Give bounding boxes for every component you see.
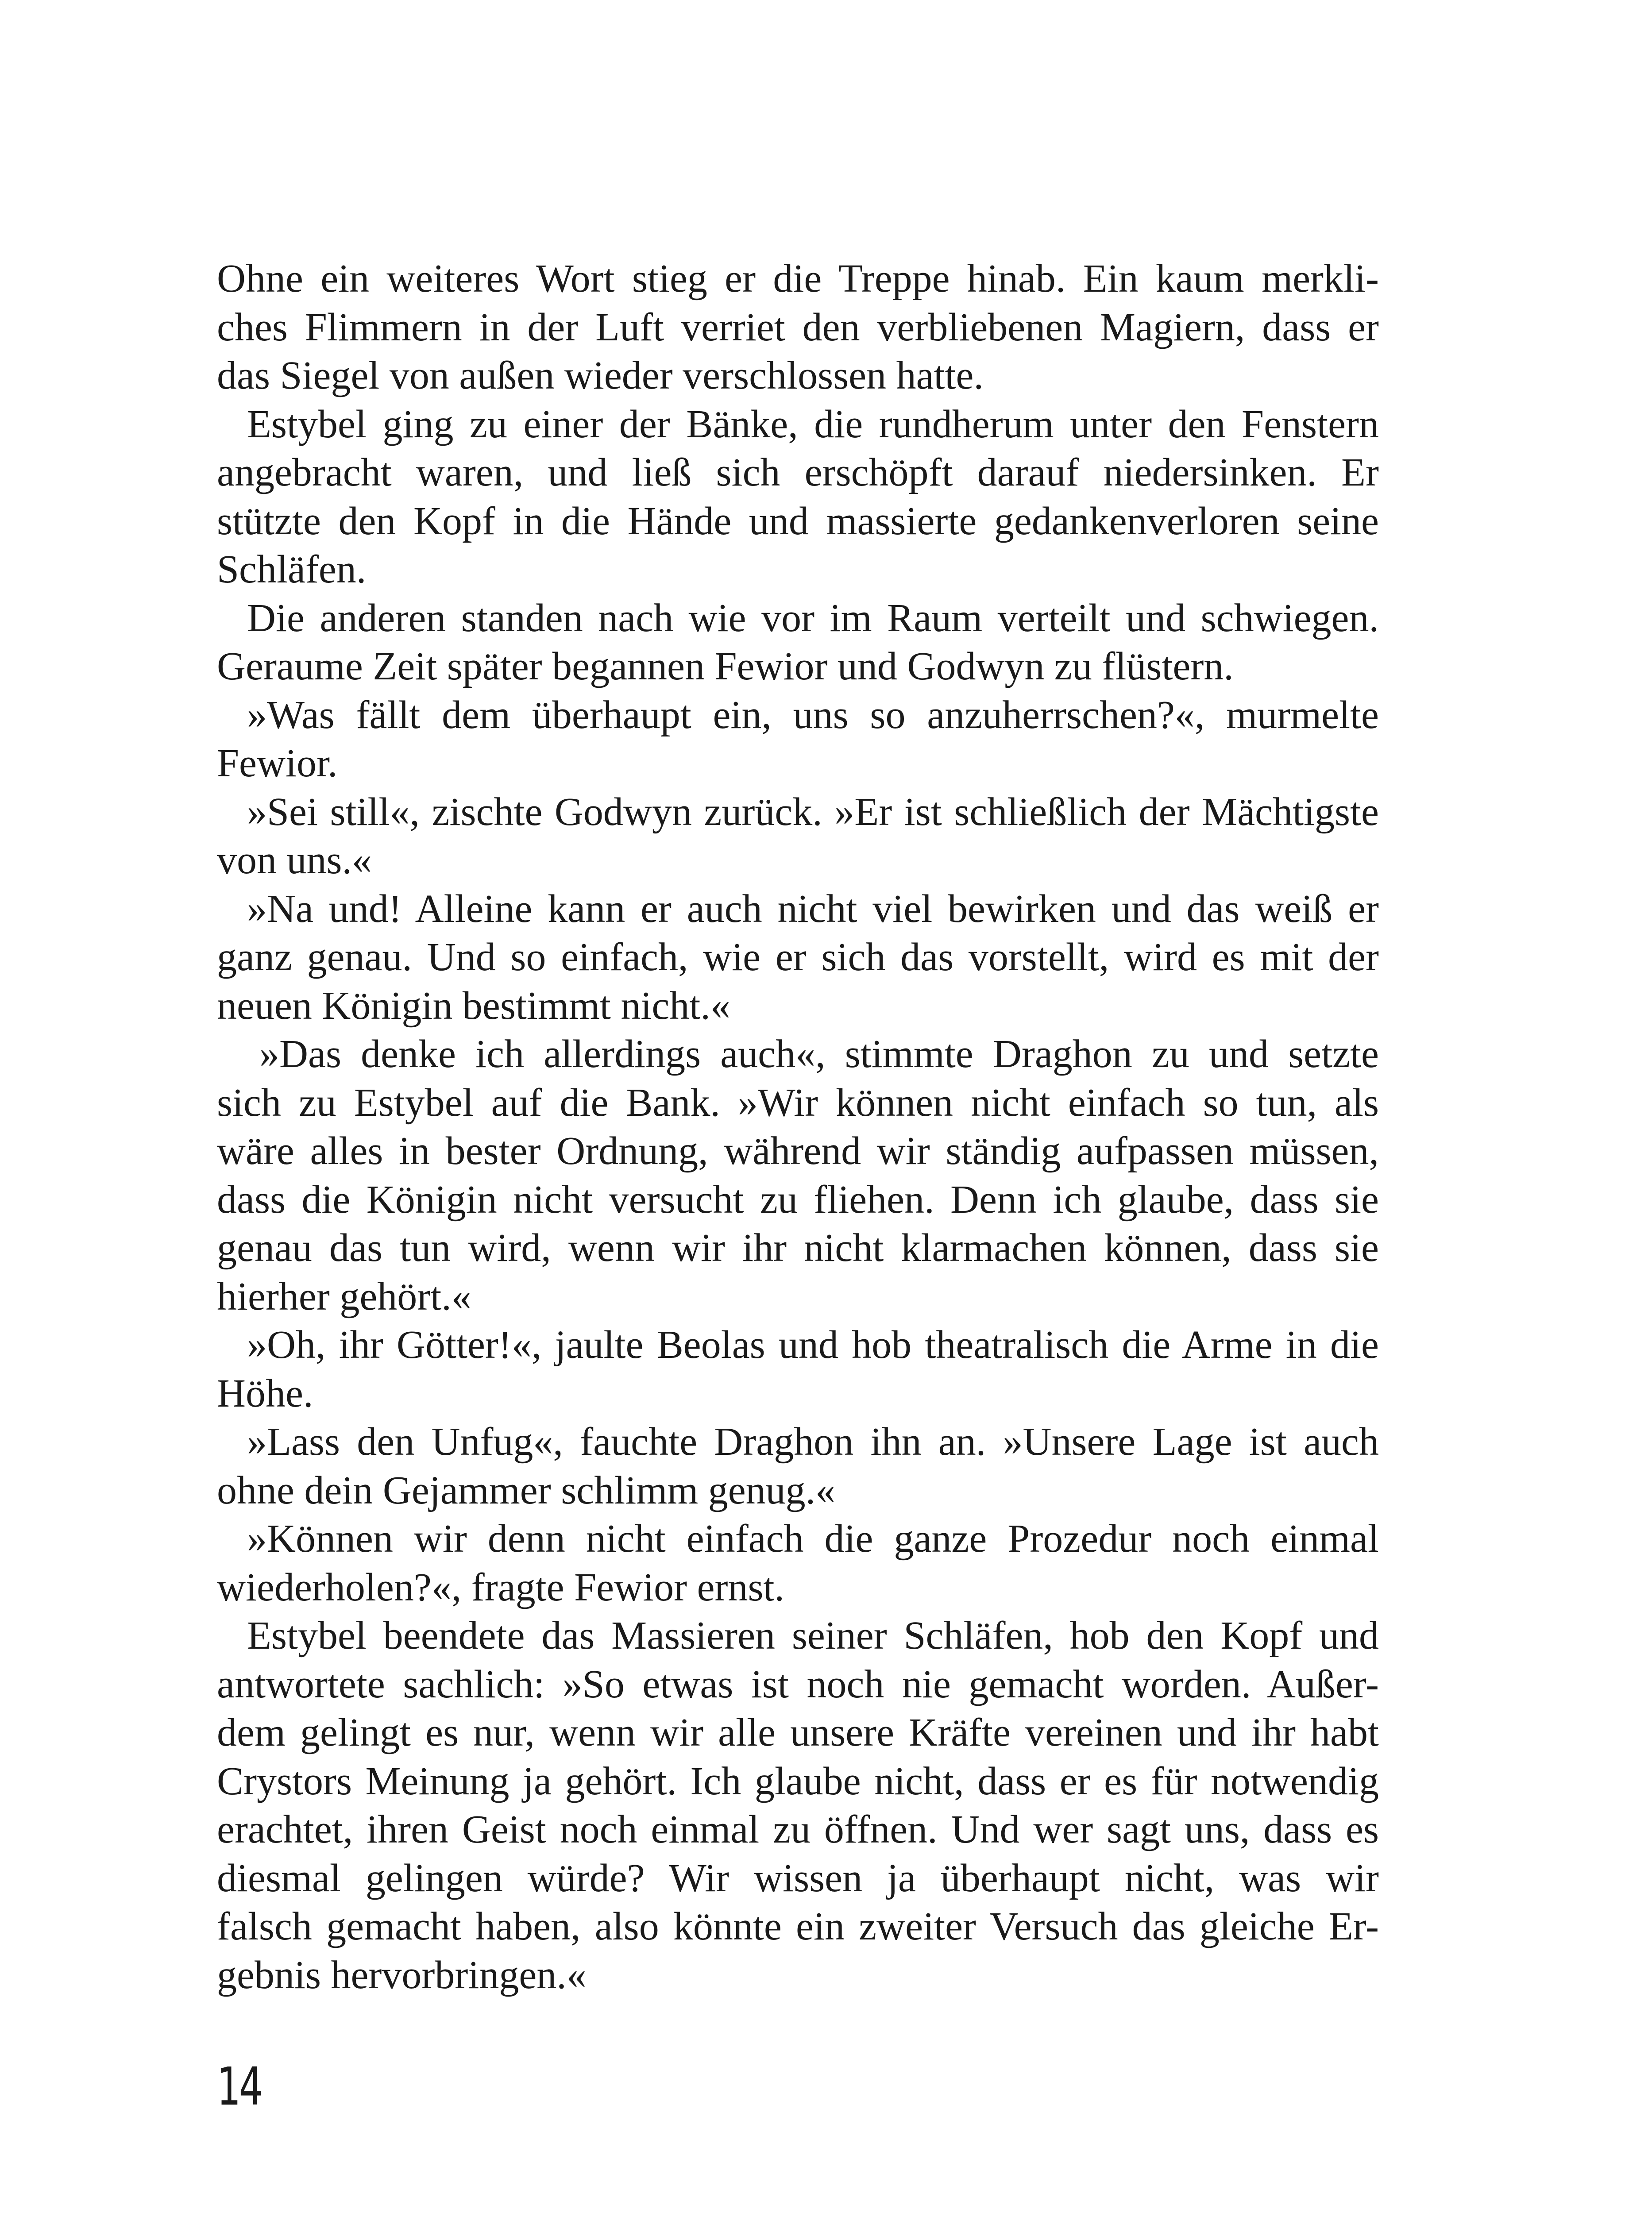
text-line: »Das denke ich allerdings auch«, stimmte Draghon zu und setzte bbox=[259, 1032, 1379, 1076]
text-line: sich zu Estybel auf die Bank. »Wir können nicht einfach so tun, als bbox=[217, 1080, 1379, 1125]
text-line: Estybel ging zu einer der Bänke, die rundherum unter den Fenstern bbox=[247, 402, 1379, 446]
text-line: »Oh, ihr Götter!«, jaulte Beolas und hob theatralisch die Arme in die bbox=[247, 1323, 1379, 1367]
text-line: Crystors Meinung ja gehört. Ich glaube nicht, dass er es für notwendig bbox=[217, 1759, 1379, 1803]
text-line: »Na und! Alleine kann er auch nicht viel bewirken und das weiß er bbox=[247, 887, 1379, 931]
text-line: ohne dein Gejammer schlimm genug.« bbox=[217, 1468, 836, 1512]
text-line: angebracht waren, und ließ sich erschöpft darauf niedersinken. Er bbox=[217, 451, 1379, 494]
text-line: Fewior. bbox=[217, 741, 338, 785]
text-line: erachtet, ihren Geist noch einmal zu öffnen. Und wer sagt uns, dass es bbox=[217, 1808, 1379, 1851]
text-line: hierher gehört.« bbox=[217, 1274, 471, 1319]
page-number: 14 bbox=[217, 2056, 261, 2117]
text-line: falsch gemacht haben, also könnte ein zweiter Versuch das gleiche Er- bbox=[217, 1905, 1379, 1948]
text-line: »Sei still«, zischte Godwyn zurück. »Er ist schließlich der Mächtigste bbox=[247, 790, 1379, 834]
text-line: Ohne ein weiteres Wort stieg er die Treppe hinab. Ein kaum merkli- bbox=[217, 257, 1379, 301]
text-line: »Können wir denn nicht einfach die ganze Prozedur noch einmal bbox=[247, 1517, 1379, 1561]
text-line: diesmal gelingen würde? Wir wissen ja überhaupt nicht, was wir bbox=[217, 1856, 1379, 1900]
text-line: dem gelingt es nur, wenn wir alle unsere Kräfte vereinen und ihr habt bbox=[217, 1711, 1379, 1754]
text-line: ches Flimmern in der Luft verriet den verbliebenen Magiern, dass er bbox=[217, 305, 1379, 349]
text-line: stützte den Kopf in die Hände und massierte gedankenverloren seine bbox=[217, 499, 1379, 543]
text-line: von uns.« bbox=[217, 838, 372, 882]
text-line: dass die Königin nicht versucht zu fliehen. Denn ich glaube, dass sie bbox=[217, 1177, 1379, 1222]
text-line: genau das tun wird, wenn wir ihr nicht klarmachen können, dass sie bbox=[217, 1226, 1379, 1270]
text-line: Geraume Zeit später begannen Fewior und Godwyn zu flüstern. bbox=[217, 644, 1234, 688]
text-line: Die anderen standen nach wie vor im Raum verteilt und schwiegen. bbox=[247, 596, 1379, 640]
text-line: antwortete sachlich: »So etwas ist noch nie gemacht worden. Außer- bbox=[217, 1662, 1379, 1706]
text-line: Schläfen. bbox=[217, 547, 367, 591]
text-line: ganz genau. Und so einfach, wie er sich das vorstellt, wird es mit der bbox=[217, 935, 1379, 979]
text-line: »Was fällt dem überhaupt ein, uns so anzuherrschen?«, murmelte bbox=[247, 693, 1379, 737]
text-line: neuen Königin bestimmt nicht.« bbox=[217, 983, 730, 1028]
text-line: Höhe. bbox=[217, 1371, 313, 1415]
text-line: wäre alles in bester Ordnung, während wir ständig aufpassen müssen, bbox=[217, 1129, 1379, 1173]
text-line: gebnis hervorbringen.« bbox=[217, 1953, 587, 1997]
text-line: wiederholen?«, fragte Fewior ernst. bbox=[217, 1565, 785, 1609]
text-line: das Siegel von außen wieder verschlossen hatte. bbox=[217, 354, 984, 397]
text-line: Estybel beendete das Massieren seiner Schläfen, hob den Kopf und bbox=[247, 1614, 1379, 1658]
text-line: »Lass den Unfug«, fauchte Draghon ihn an. »Unsere Lage ist auch bbox=[247, 1420, 1379, 1464]
body-text bbox=[217, 254, 1379, 1999]
